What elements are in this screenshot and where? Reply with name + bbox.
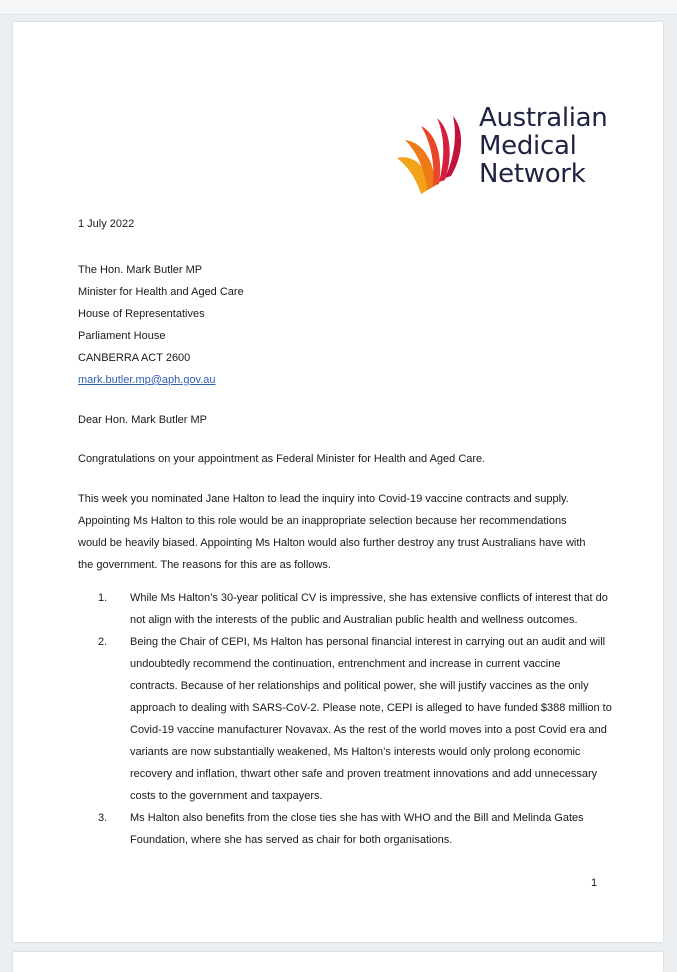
reason-line: approach to dealing with SARS-CoV-2. Please note, CEPI is alleged to have funded $388 million to [130,702,612,714]
reason-line: While Ms Halton’s 30-year political CV is impressive, she has extensive conflicts of interest that do [130,592,608,604]
paragraph-congratulations: Congratulations on your appointment as Federal Minister for Health and Aged Care. [78,453,486,465]
viewer-top-strip [0,0,677,15]
paragraph-line: the government. The reasons for this are as follows. [78,559,331,571]
reason-line: Covid-19 vaccine manufacturer Novavax. As the rest of the world moves into a post Covid era and [130,724,607,736]
recipient-email-link[interactable]: mark.butler.mp@aph.gov.au [78,374,216,386]
recipient-address [78,259,244,391]
salutation: Dear Hon. Mark Butler MP [78,414,207,426]
page-number: 1 [591,877,598,889]
letter-date: 1 July 2022 [78,218,135,230]
reason-line: undoubtedly recommend the continuation, entrenchment and increase in current vaccine [130,658,561,670]
amn-logo-mark-icon [391,114,481,204]
reason-item-3 [78,807,638,851]
paragraph-line: This week you nominated Jane Halton to lead the inquiry into Covid-19 vaccine contracts and supply. [78,493,569,505]
recipient-org: House of Representatives [78,308,205,320]
reason-line: not align with the interests of the public and Australian public health and wellness outcomes. [130,614,578,626]
amn-logo-wordmark [479,104,608,188]
reason-line: Foundation, where she has served as chair for both organisations. [130,834,453,846]
reason-line: Ms Halton also benefits from the close ties she has with WHO and the Bill and Melinda Gates [130,812,584,824]
reasons-list [78,587,638,851]
paragraph-nomination [78,488,638,576]
reason-line: Being the Chair of CEPI, Ms Halton has personal financial interest in carrying out an audit and will [130,636,606,648]
amn-logo [391,104,611,219]
recipient-name: The Hon. Mark Butler MP [78,264,203,276]
paragraph-line: would be heavily biased. Appointing Ms Halton would also further destroy any trust Australians have with [78,537,586,549]
paragraph-line: Appointing Ms Halton to this role would be an inappropriate selection because her recommendations [78,515,567,527]
logo-line-network: Network [479,159,586,189]
reason-item-1 [78,587,638,631]
reason-line: variants are now substantially weakened, Ms Halton’s interests would only prolong economic [130,746,581,758]
reason-line: recovery and inflation, thwart other safe and proven treatment innovations and add unnecessary [130,768,598,780]
reason-item-2 [78,631,638,807]
logo-line-australian: Australian [479,103,608,133]
recipient-city: CANBERRA ACT 2600 [78,352,191,364]
reason-line: costs to the government and taxpayers. [130,790,323,802]
reason-number: 2. [98,636,108,648]
document-page [13,22,663,942]
reason-number: 1. [98,592,108,604]
recipient-building: Parliament House [78,330,166,342]
logo-line-medical: Medical [479,131,577,161]
reason-number: 3. [98,812,108,824]
recipient-title: Minister for Health and Aged Care [78,286,244,298]
next-page-edge [13,952,663,972]
reason-line: contracts. Because of her relationships and political power, she will justify vaccines as the only [130,680,589,692]
